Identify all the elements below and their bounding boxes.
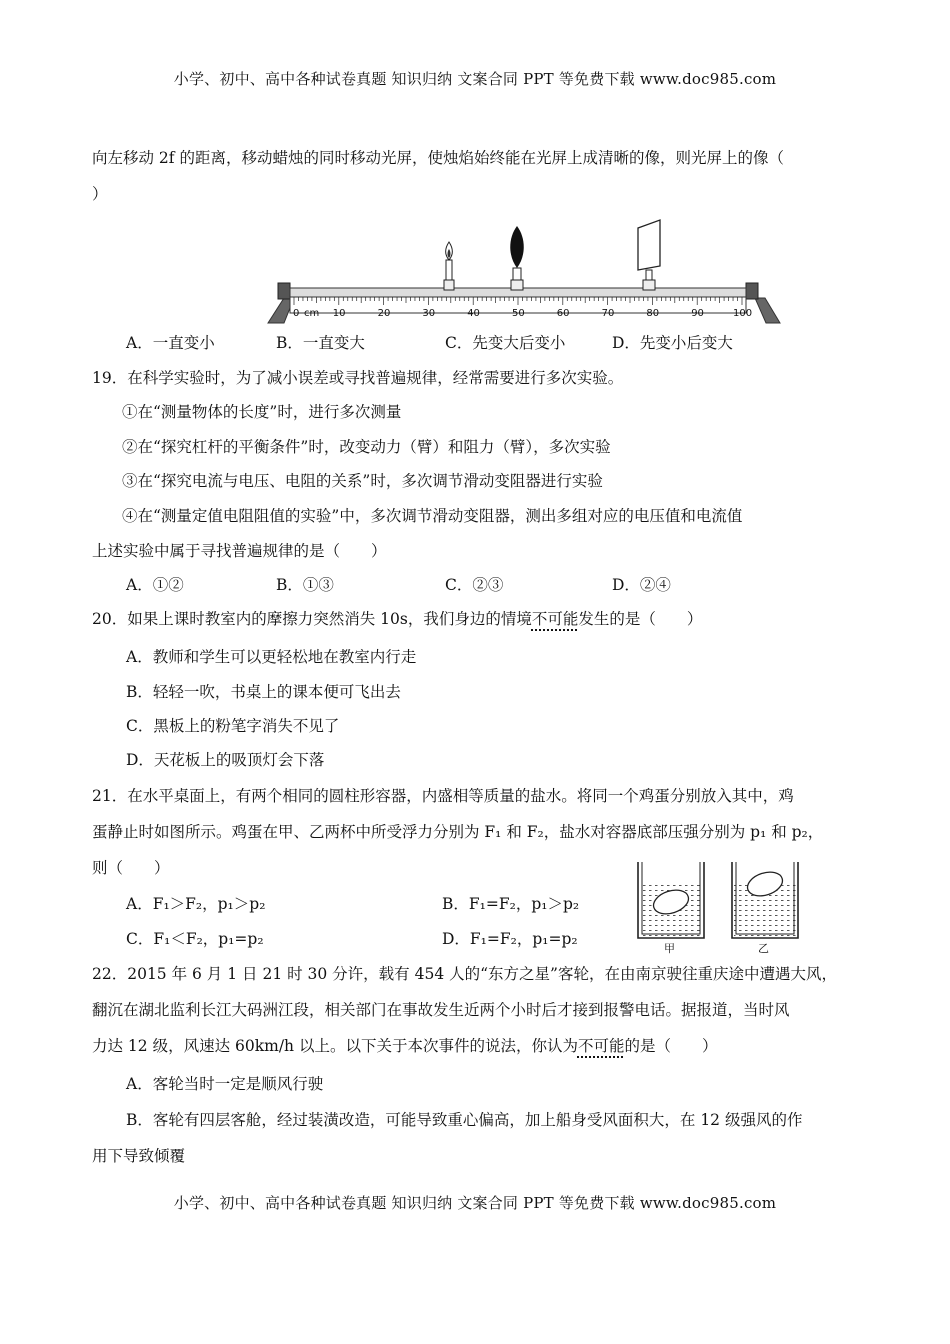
q20-stem-emphasis: 不可能 xyxy=(531,610,579,628)
q20-option-c: C．黑板上的粉笔字消失不见了 xyxy=(126,717,340,735)
q22-line-3-post: 的是（ ） xyxy=(624,1037,718,1055)
left-end-block xyxy=(278,283,290,299)
q18-option-c: C．先变大后变小 xyxy=(445,334,566,352)
q20-option-b: B．轻轻一吹，书桌上的课本便可飞出去 xyxy=(126,683,401,701)
q19-option-d: D．②④ xyxy=(612,576,671,594)
q22-line-3-pre: 力达 12 级，风速达 60km/h 以上。以下关于本次事件的说法，你认为 xyxy=(92,1037,578,1055)
q20-stem-post: 发生的是（ ） xyxy=(578,610,703,628)
q18-option-a: A．一直变小 xyxy=(126,334,215,352)
label-jia: 甲 xyxy=(664,942,675,954)
q18-line-2: ） xyxy=(92,185,108,203)
q19-option-b: B．①③ xyxy=(276,576,334,594)
q19-item-4: ④在“测量定值电阻阻值的实验”中，多次调节滑动变阻器，测出多组对应的电压值和电流值 xyxy=(122,507,743,525)
ruler-tick-label: 0 xyxy=(293,308,300,319)
q20-option-a: A．教师和学生可以更轻松地在教室内行走 xyxy=(126,648,417,666)
ruler-tick-label: 40 xyxy=(467,308,480,319)
q22-option-b-continued: 用下导致倾覆 xyxy=(92,1147,186,1165)
q21-option-d: D．F₁=F₂，p₁=p₂ xyxy=(442,930,578,948)
ruler-tick-label: 70 xyxy=(601,308,615,319)
q19-stem: 19．在科学实验时，为了减小误差或寻找普遍规律，经常需要进行多次实验。 xyxy=(92,369,624,387)
q19-option-c: C．②③ xyxy=(445,576,504,594)
q20-option-d: D．天花板上的吸顶灯会下落 xyxy=(126,751,325,769)
q22-line-3-emphasis: 不可能 xyxy=(577,1037,625,1055)
q21-option-a: A．F₁＞F₂，p₁＞p₂ xyxy=(126,895,266,913)
q22-option-a: A．客轮当时一定是顺风行驶 xyxy=(126,1075,324,1093)
optical-bench-figure xyxy=(250,218,790,330)
egg-cups-figure xyxy=(630,858,810,954)
ruler-tick-label: 20 xyxy=(377,308,391,319)
ruler-tick-label: 100 xyxy=(733,308,753,319)
page-header: 小学、初中、高中各种试卷真题 知识归纳 文案合同 PPT 等免费下载 www.doc985.com xyxy=(173,70,777,88)
q19-ask: 上述实验中属于寻找普遍规律的是（ ） xyxy=(92,542,387,560)
q20-stem-pre: 20．如果上课时教室内的摩擦力突然消失 10s，我们身边的情境 xyxy=(92,610,532,628)
label-yi: 乙 xyxy=(758,942,769,954)
q21-line-3: 则（ ） xyxy=(92,859,170,877)
page-footer: 小学、初中、高中各种试卷真题 知识归纳 文案合同 PPT 等免费下载 www.doc985.com xyxy=(173,1194,777,1212)
ruler-tick-label: 90 xyxy=(691,308,704,319)
ruler-tick-label: 30 xyxy=(422,308,436,319)
q19-item-1: ①在“测量物体的长度”时，进行多次测量 xyxy=(122,403,402,421)
right-end-block xyxy=(746,283,758,299)
ruler-unit: cm xyxy=(304,308,320,319)
q21-line-1: 21．在水平桌面上，有两个相同的圆柱形容器，内盛相等质量的盐水。将同一个鸡蛋分别放入其中，鸡 xyxy=(92,787,794,805)
cup-jia xyxy=(638,862,704,954)
ruler-tick-label: 10 xyxy=(332,308,346,319)
ruler-tick-label: 50 xyxy=(512,308,525,319)
q22-line-1: 22．2015 年 6 月 1 日 21 时 30 分许，载有 454 人的“东方之星”客轮，在由南京驶往重庆途中遭遇大风， xyxy=(92,965,837,983)
q19-item-2: ②在“探究杠杆的平衡条件”时，改变动力（臂）和阻力（臂），多次实验 xyxy=(122,438,611,456)
q21-line-2: 蛋静止时如图所示。鸡蛋在甲、乙两杯中所受浮力分别为 F₁ 和 F₂，盐水对容器底部压强分别为 p₁ 和 p₂， xyxy=(92,823,824,841)
q21-option-c: C．F₁＜F₂，p₁=p₂ xyxy=(126,930,264,948)
ruler-tick-label: 60 xyxy=(556,308,570,319)
q19-option-a: A．①② xyxy=(126,576,184,594)
right-foot xyxy=(755,298,780,323)
q21-option-b: B．F₁=F₂，p₁＞p₂ xyxy=(442,895,580,913)
light-screen xyxy=(638,220,660,290)
q18-option-b: B．一直变大 xyxy=(276,334,365,352)
q18-option-d: D．先变小后变大 xyxy=(612,334,733,352)
candle xyxy=(444,242,454,290)
q22-line-2: 翻沉在湖北监利长江大码洲江段，相关部门在事故发生近两个小时后才接到报警电话。据报道，当时风 xyxy=(92,1001,790,1019)
q22-line-3 xyxy=(92,1036,717,1056)
q20-stem xyxy=(92,609,702,629)
q22-option-b: B．客轮有四层客舱，经过装潢改造，可能导致重心偏高，加上船身受风面积大，在 12 级强风的作 xyxy=(126,1111,803,1129)
ruler-tick-label: 80 xyxy=(646,308,660,319)
q19-item-3: ③在“探究电流与电压、电阻的关系”时，多次调节滑动变阻器进行实验 xyxy=(122,472,603,490)
convex-lens xyxy=(510,226,524,290)
q18-line-1: 向左移动 2f 的距离，移动蜡烛的同时移动光屏，使烛焰始终能在光屏上成清晰的像，则光屏上的像（ xyxy=(92,149,784,167)
cup-yi xyxy=(732,862,798,954)
